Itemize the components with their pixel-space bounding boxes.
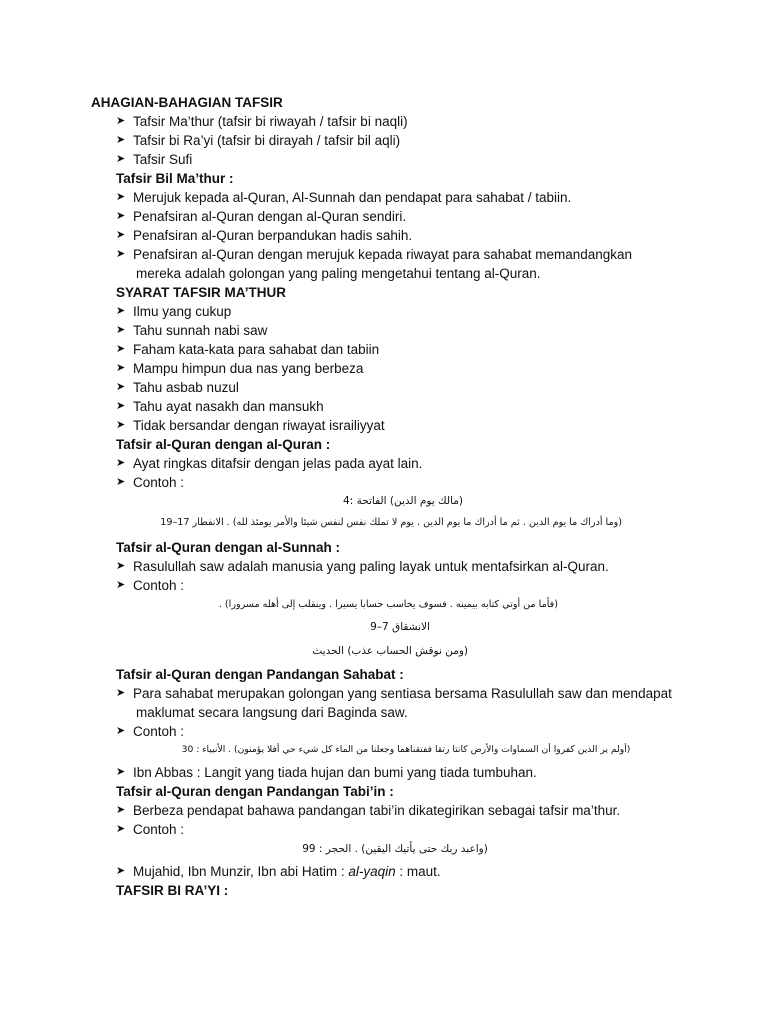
bullet-arrow-icon: ➤ — [116, 687, 126, 699]
bullet-arrow-icon: ➤ — [116, 476, 126, 488]
arabic-verse: الانشقاق 7–9 — [370, 621, 430, 633]
bullet-arrow-icon: ➤ — [116, 248, 126, 260]
list-item-text: Mujahid, Ibn Munzir, Ibn abi Hatim : — [133, 864, 349, 879]
list-item: Rasulullah saw adalah manusia yang paling layak untuk mentafsirkan al-Quran. — [133, 559, 609, 574]
bullet-arrow-icon: ➤ — [116, 400, 126, 412]
list-item-continuation: maklumat secara langsung dari Baginda saw. — [136, 705, 408, 720]
list-item-text: : maut. — [395, 864, 441, 879]
bullet-arrow-icon: ➤ — [116, 804, 126, 816]
section-heading: Tafsir al-Quran dengan al-Quran : — [116, 437, 331, 452]
bullet-arrow-icon: ➤ — [116, 823, 126, 835]
main-heading: AHAGIAN-BAHAGIAN TAFSIR — [91, 95, 283, 110]
list-item: Para sahabat merupakan golongan yang sentiasa bersama Rasulullah saw dan mendapat — [133, 686, 672, 701]
list-item: Tidak bersandar dengan riwayat israiliyyat — [133, 418, 385, 433]
bullet-arrow-icon: ➤ — [116, 305, 126, 317]
bullet-arrow-icon: ➤ — [116, 153, 126, 165]
bullet-arrow-icon: ➤ — [116, 766, 126, 778]
bullet-arrow-icon: ➤ — [116, 381, 126, 393]
section-heading: Tafsir al-Quran dengan Pandangan Tabi’in : — [116, 784, 394, 799]
list-item: Tahu asbab nuzul — [133, 380, 239, 395]
list-item: Contoh : — [133, 724, 185, 739]
bullet-arrow-icon: ➤ — [116, 134, 126, 146]
list-item-continuation: mereka adalah golongan yang paling mengetahui tentang al-Quran. — [136, 266, 541, 281]
section-heading: SYARAT TAFSIR MA’THUR — [116, 285, 287, 300]
bullet-arrow-icon: ➤ — [116, 115, 126, 127]
list-item: Penafsiran al-Quran dengan al-Quran sendiri. — [133, 209, 407, 224]
bullet-arrow-icon: ➤ — [116, 362, 126, 374]
list-item: Tahu sunnah nabi saw — [133, 323, 268, 338]
list-item: Tafsir Ma’thur (tafsir bi riwayah / tafsir bi naqli) — [133, 114, 408, 129]
arabic-verse: (وما أدراك ما يوم الدين . ثم ما أدراك ما يوم الدين . يوم لا تملك نفس لنفس شيئا والأمر يومئذ لله) . الانفطار 17–19 — [160, 517, 622, 528]
section-heading: Tafsir Bil Ma’thur : — [116, 171, 234, 186]
arabic-verse: (أولم ير الذين كفروا أن السماوات والأرض كانتا رتقا ففتقناهما وجعلنا من الماء كل شيء حي أفلا يؤمنون) . الأنبياء : 30 — [181, 744, 631, 755]
list-item: Tafsir Sufi — [133, 152, 193, 167]
list-item: Tahu ayat nasakh dan mansukh — [133, 399, 324, 414]
bullet-arrow-icon: ➤ — [116, 229, 126, 241]
bullet-arrow-icon: ➤ — [116, 419, 126, 431]
list-item: Ibn Abbas : Langit yang tiada hujan dan bumi yang tiada tumbuhan. — [133, 765, 537, 780]
list-item: Berbeza pendapat bahawa pandangan tabi’in dikategirikan sebagai tafsir ma’thur. — [133, 803, 621, 818]
list-item: Contoh : — [133, 475, 185, 490]
section-heading: Tafsir al-Quran dengan Pandangan Sahabat : — [116, 667, 404, 682]
bullet-arrow-icon: ➤ — [116, 560, 126, 572]
section-heading: TAFSIR BI RA’YI : — [116, 883, 229, 898]
list-item: Contoh : — [133, 578, 185, 593]
list-item: Contoh : — [133, 822, 185, 837]
list-item: Ayat ringkas ditafsir dengan jelas pada ayat lain. — [133, 456, 423, 471]
bullet-arrow-icon: ➤ — [116, 865, 126, 877]
italic-term: al-yaqin — [348, 864, 396, 879]
bullet-arrow-icon: ➤ — [116, 457, 126, 469]
bullet-arrow-icon: ➤ — [116, 579, 126, 591]
bullet-arrow-icon: ➤ — [116, 324, 126, 336]
list-item — [133, 862, 441, 881]
list-item: Faham kata-kata para sahabat dan tabiin — [133, 342, 380, 357]
bullet-arrow-icon: ➤ — [116, 210, 126, 222]
arabic-verse: (فأما من أوتي كتابه بيمينه . فسوف يحاسب حسابا يسيرا . وينقلب إلى أهله مسرورا) . — [218, 599, 558, 610]
bullet-arrow-icon: ➤ — [116, 191, 126, 203]
list-item: Ilmu yang cukup — [133, 304, 232, 319]
list-item: Penafsiran al-Quran dengan merujuk kepada riwayat para sahabat memandangkan — [133, 247, 633, 262]
bullet-arrow-icon: ➤ — [116, 725, 126, 737]
arabic-verse: (ومن نوقش الحساب عذب) الحديث — [312, 645, 468, 657]
list-item: Mampu himpun dua nas yang berbeza — [133, 361, 364, 376]
arabic-verse: (مالك يوم الدين) الفاتحة :4 — [343, 495, 463, 507]
bullet-arrow-icon: ➤ — [116, 343, 126, 355]
section-heading: Tafsir al-Quran dengan al-Sunnah : — [116, 540, 341, 555]
arabic-verse: (واعبد ربك حتى يأتيك اليقين) . الحجر : 99 — [302, 843, 488, 855]
list-item: Tafsir bi Ra’yi (tafsir bi dirayah / tafsir bil aqli) — [133, 133, 401, 148]
list-item: Penafsiran al-Quran berpandukan hadis sahih. — [133, 228, 413, 243]
list-item: Merujuk kepada al-Quran, Al-Sunnah dan pendapat para sahabat / tabiin. — [133, 190, 572, 205]
